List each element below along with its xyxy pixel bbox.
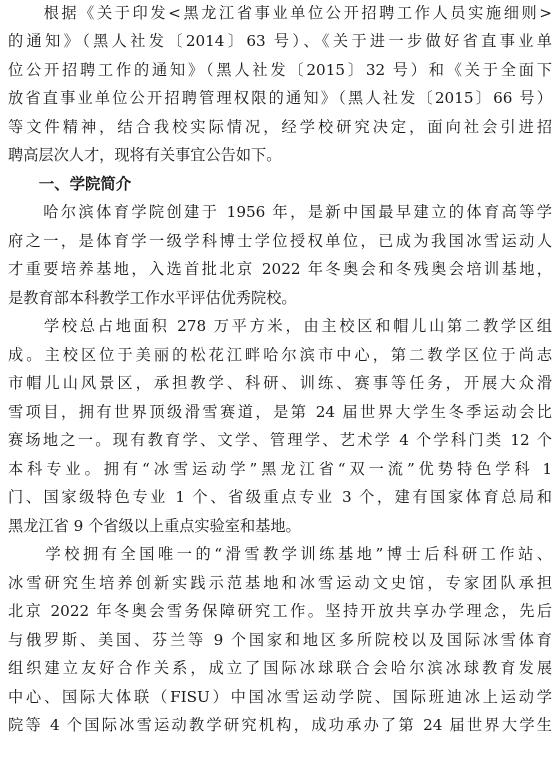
text-line-2: 的通知》（黑人社发〔2014〕63 号）、《关于进一步做好省直事业单: [8, 32, 552, 50]
text-line-18: 门、国家级特色专业 1 个、省级重点专业 3 个，建有国家体育总局和: [8, 488, 552, 506]
text-line-5: 等文件精神，结合我校实际情况，经学校研究决定，面向社会引进招: [8, 118, 552, 136]
text-line-12: 学校总占地面积 278 万平方米，由主校区和帽儿山第二教学区组: [8, 317, 552, 335]
text-line-23: 与俄罗斯、美国、芬兰等 9 个国家和地区多所院校以及国际冰雪体育: [8, 631, 552, 649]
text-line-17: 本科专业。拥有“冰雪运动学”黑龙江省“双一流”优势特色学科 1: [8, 460, 552, 478]
text-line-14: 市帽儿山风景区，承担教学、科研、训练、赛事等任务，开展大众滑: [8, 374, 552, 392]
text-line-19: 黑龙江省 9 个省级以上重点实验室和基地。: [8, 517, 301, 535]
text-line-24: 组织建立友好合作关系，成立了国际冰球联合会哈尔滨冰球教育发展: [8, 659, 552, 677]
text-line-1: 根据《关于印发<黑龙江省事业单位公开招聘工作人员实施细则>: [8, 4, 552, 22]
text-line-3: 位公开招聘工作的通知》（黑人社发〔2015〕32 号）和《关于全面下: [8, 61, 552, 79]
text-line-20: 学校拥有全国唯一的“滑雪教学训练基地”博士后科研工作站、: [8, 545, 552, 563]
text-line-26: 院等 4 个国际冰雪运动教学研究机构，成功承办了第 24 届世界大学生: [8, 716, 552, 734]
text-line-6: 聘高层次人才，现将有关事宜公告如下。: [8, 146, 282, 164]
text-line-9: 府之一，是体育学一级学科博士学位授权单位，已成为我国冰雪运动人: [8, 232, 552, 250]
text-line-16: 赛场地之一。现有教育学、文学、管理学、艺术学 4 个学科门类 12 个: [8, 431, 552, 449]
text-line-21: 冰雪研究生培养创新实践示范基地和冰雪运动文史馆，专家团队承担: [8, 574, 552, 592]
text-line-15: 雪项目，拥有世界顶级滑雪赛道，是第 24 届世界大学生冬季运动会比: [8, 403, 552, 421]
text-line-11: 是教育部本科教学工作水平评估优秀院校。: [8, 289, 297, 307]
text-line-25: 中心、国际大体联（FISU）中国冰雪运动学院、国际班迪冰上运动学: [8, 688, 552, 706]
section-heading: 一、学院简介: [8, 175, 132, 193]
text-line-22: 北京 2022 年冬奥会雪务保障研究工作。坚持开放共享办学理念，先后: [8, 602, 552, 620]
text-line-10: 才重要培养基地，入选首批北京 2022 年冬奥会和冬残奥会培训基地，: [8, 260, 552, 278]
text-line-8: 哈尔滨体育学院创建于 1956 年，是新中国最早建立的体育高等学: [8, 203, 552, 221]
text-line-4: 放省直事业单位公开招聘管理权限的通知》（黑人社发〔2015〕66 号）: [8, 89, 552, 107]
text-line-13: 成。主校区位于美丽的松花江畔哈尔滨市中心，第二教学区位于尚志: [8, 346, 552, 364]
